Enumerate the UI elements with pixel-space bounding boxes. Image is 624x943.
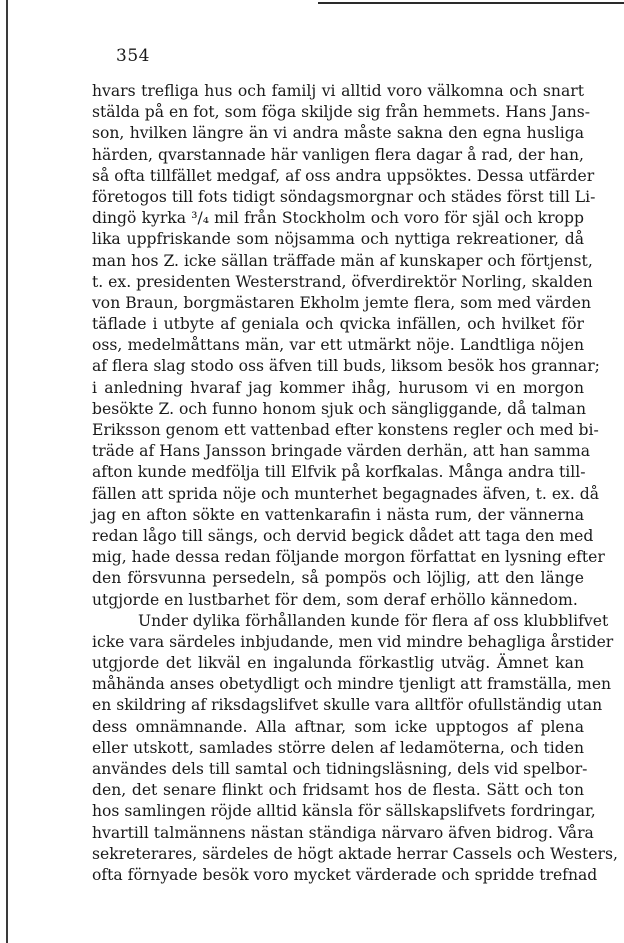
text-line: måhända anses obetydligt och mindre tjenligt att framställa, men <box>92 675 612 694</box>
text-line: dess omnämnande. Alla aftnar, som icke upptogos af plena <box>92 717 584 736</box>
text-line: den, det senare flinkt och fridsamt hos de flesta. Sätt och ton <box>92 781 584 800</box>
text-line: eller utskott, samlades större delen af ledamöterna, och tiden <box>92 738 584 757</box>
paragraph-start-line: Under dylika förhållanden kunde för flera af oss klubblifvet <box>138 611 609 630</box>
text-line: användes dels till samtal och tidningsläsning, dels vid spelbor- <box>92 760 588 778</box>
text-line: oss, medelmåttans män, var ett utmärkt nöje. Landtliga nöjen <box>92 336 584 355</box>
text-line: von Braun, borgmästaren Ekholm jemte flera, som med värden <box>92 293 592 312</box>
text-line: sekreterares, särdeles de högt aktade herrar Cassels och Westers, <box>92 844 618 863</box>
text-line: besökte Z. och funno honom sjuk och sängliggande, då talman <box>92 399 586 418</box>
text-line: ofta förnyade besök voro mycket värderade och spridde trefnad <box>92 865 598 884</box>
text-line: lika uppfriskande som nöjsamma och nyttiga rekreationer, då <box>92 230 584 249</box>
text-line: den försvunna persedeln, så pompös och löjlig, att den länge <box>92 569 584 588</box>
text-line: en skildring af riksdagslifvet skulle vara alltför ofullständig utan <box>92 696 603 715</box>
text-line: fällen att sprida nöje och munterhet begagnades äfven, t. ex. då <box>92 484 600 503</box>
text-line: afton kunde medfölja till Elfvik på korfkalas. Många andra till- <box>92 463 586 482</box>
top-border-rule <box>318 2 624 4</box>
text-line: hos samlingen röjde alltid känsla för sällskapslifvets fordringar, <box>92 802 596 821</box>
text-line: dingö kyrka ³/₄ mil från Stockholm och voro för själ och kropp <box>92 209 584 228</box>
text-line: hvars trefliga hus och familj vi alltid voro välkomna och snart <box>92 82 584 100</box>
text-line: Eriksson genom ett vattenbad efter konstens regler och med bi- <box>92 421 599 439</box>
text-line: redan lågo till sängs, och dervid begick dådet att taga den med <box>92 526 594 545</box>
text-line: son, hvilken längre än vi andra måste sakna den egna husliga <box>92 124 584 143</box>
text-line: i anledning hvaraf jag kommer ihåg, hurusom vi en morgon <box>92 378 584 397</box>
text-line: af flera slag stodo oss äfven till buds, liksom besök hos grannar; <box>92 357 600 376</box>
text-line: företogos till fots tidigt söndagsmorgnar och städes först till Li- <box>92 187 596 206</box>
text-line: man hos Z. icke sällan träffade män af kunskaper och förtjenst, <box>92 251 593 270</box>
text-line: täflade i utbyte af geniala och qvicka infällen, och hvilket för <box>92 315 584 334</box>
text-line: icke vara särdeles inbjudande, men vid mindre behagliga årstider <box>92 632 614 651</box>
page-left-edge <box>6 0 8 943</box>
body-text <box>92 81 618 886</box>
text-line: mig, hade dessa redan följande morgon författat en lysning efter <box>92 548 605 567</box>
text-line: utgjorde det likväl en ingalunda förkastlig utväg. Ämnet kan <box>92 654 584 673</box>
text-line: jag en afton sökte en vattenkarafin i nästa rum, der vännerna <box>92 505 584 524</box>
text-line: träde af Hans Jansson bringade värden derhän, att han samma <box>92 442 591 461</box>
text-line: hvartill talmännens nästan ständiga närvaro äfven bidrog. Våra <box>92 823 594 842</box>
text-line: så ofta tillfället medgaf, af oss andra uppsöktes. Dessa utfärder <box>92 166 595 185</box>
text-line: stälda på en fot, som föga skiljde sig från hemmets. Hans Jans- <box>92 103 591 122</box>
text-line: härden, qvarstannade här vanligen flera dagar å rad, der han, <box>92 145 584 164</box>
page-number: 354 <box>116 46 150 66</box>
text-line: t. ex. presidenten Westerstrand, öfverdirektör Norling, skalden <box>92 272 593 291</box>
paragraph-end-line: utgjorde en lustbarhet för dem, som deraf erhöllo kännedom. <box>92 590 578 609</box>
